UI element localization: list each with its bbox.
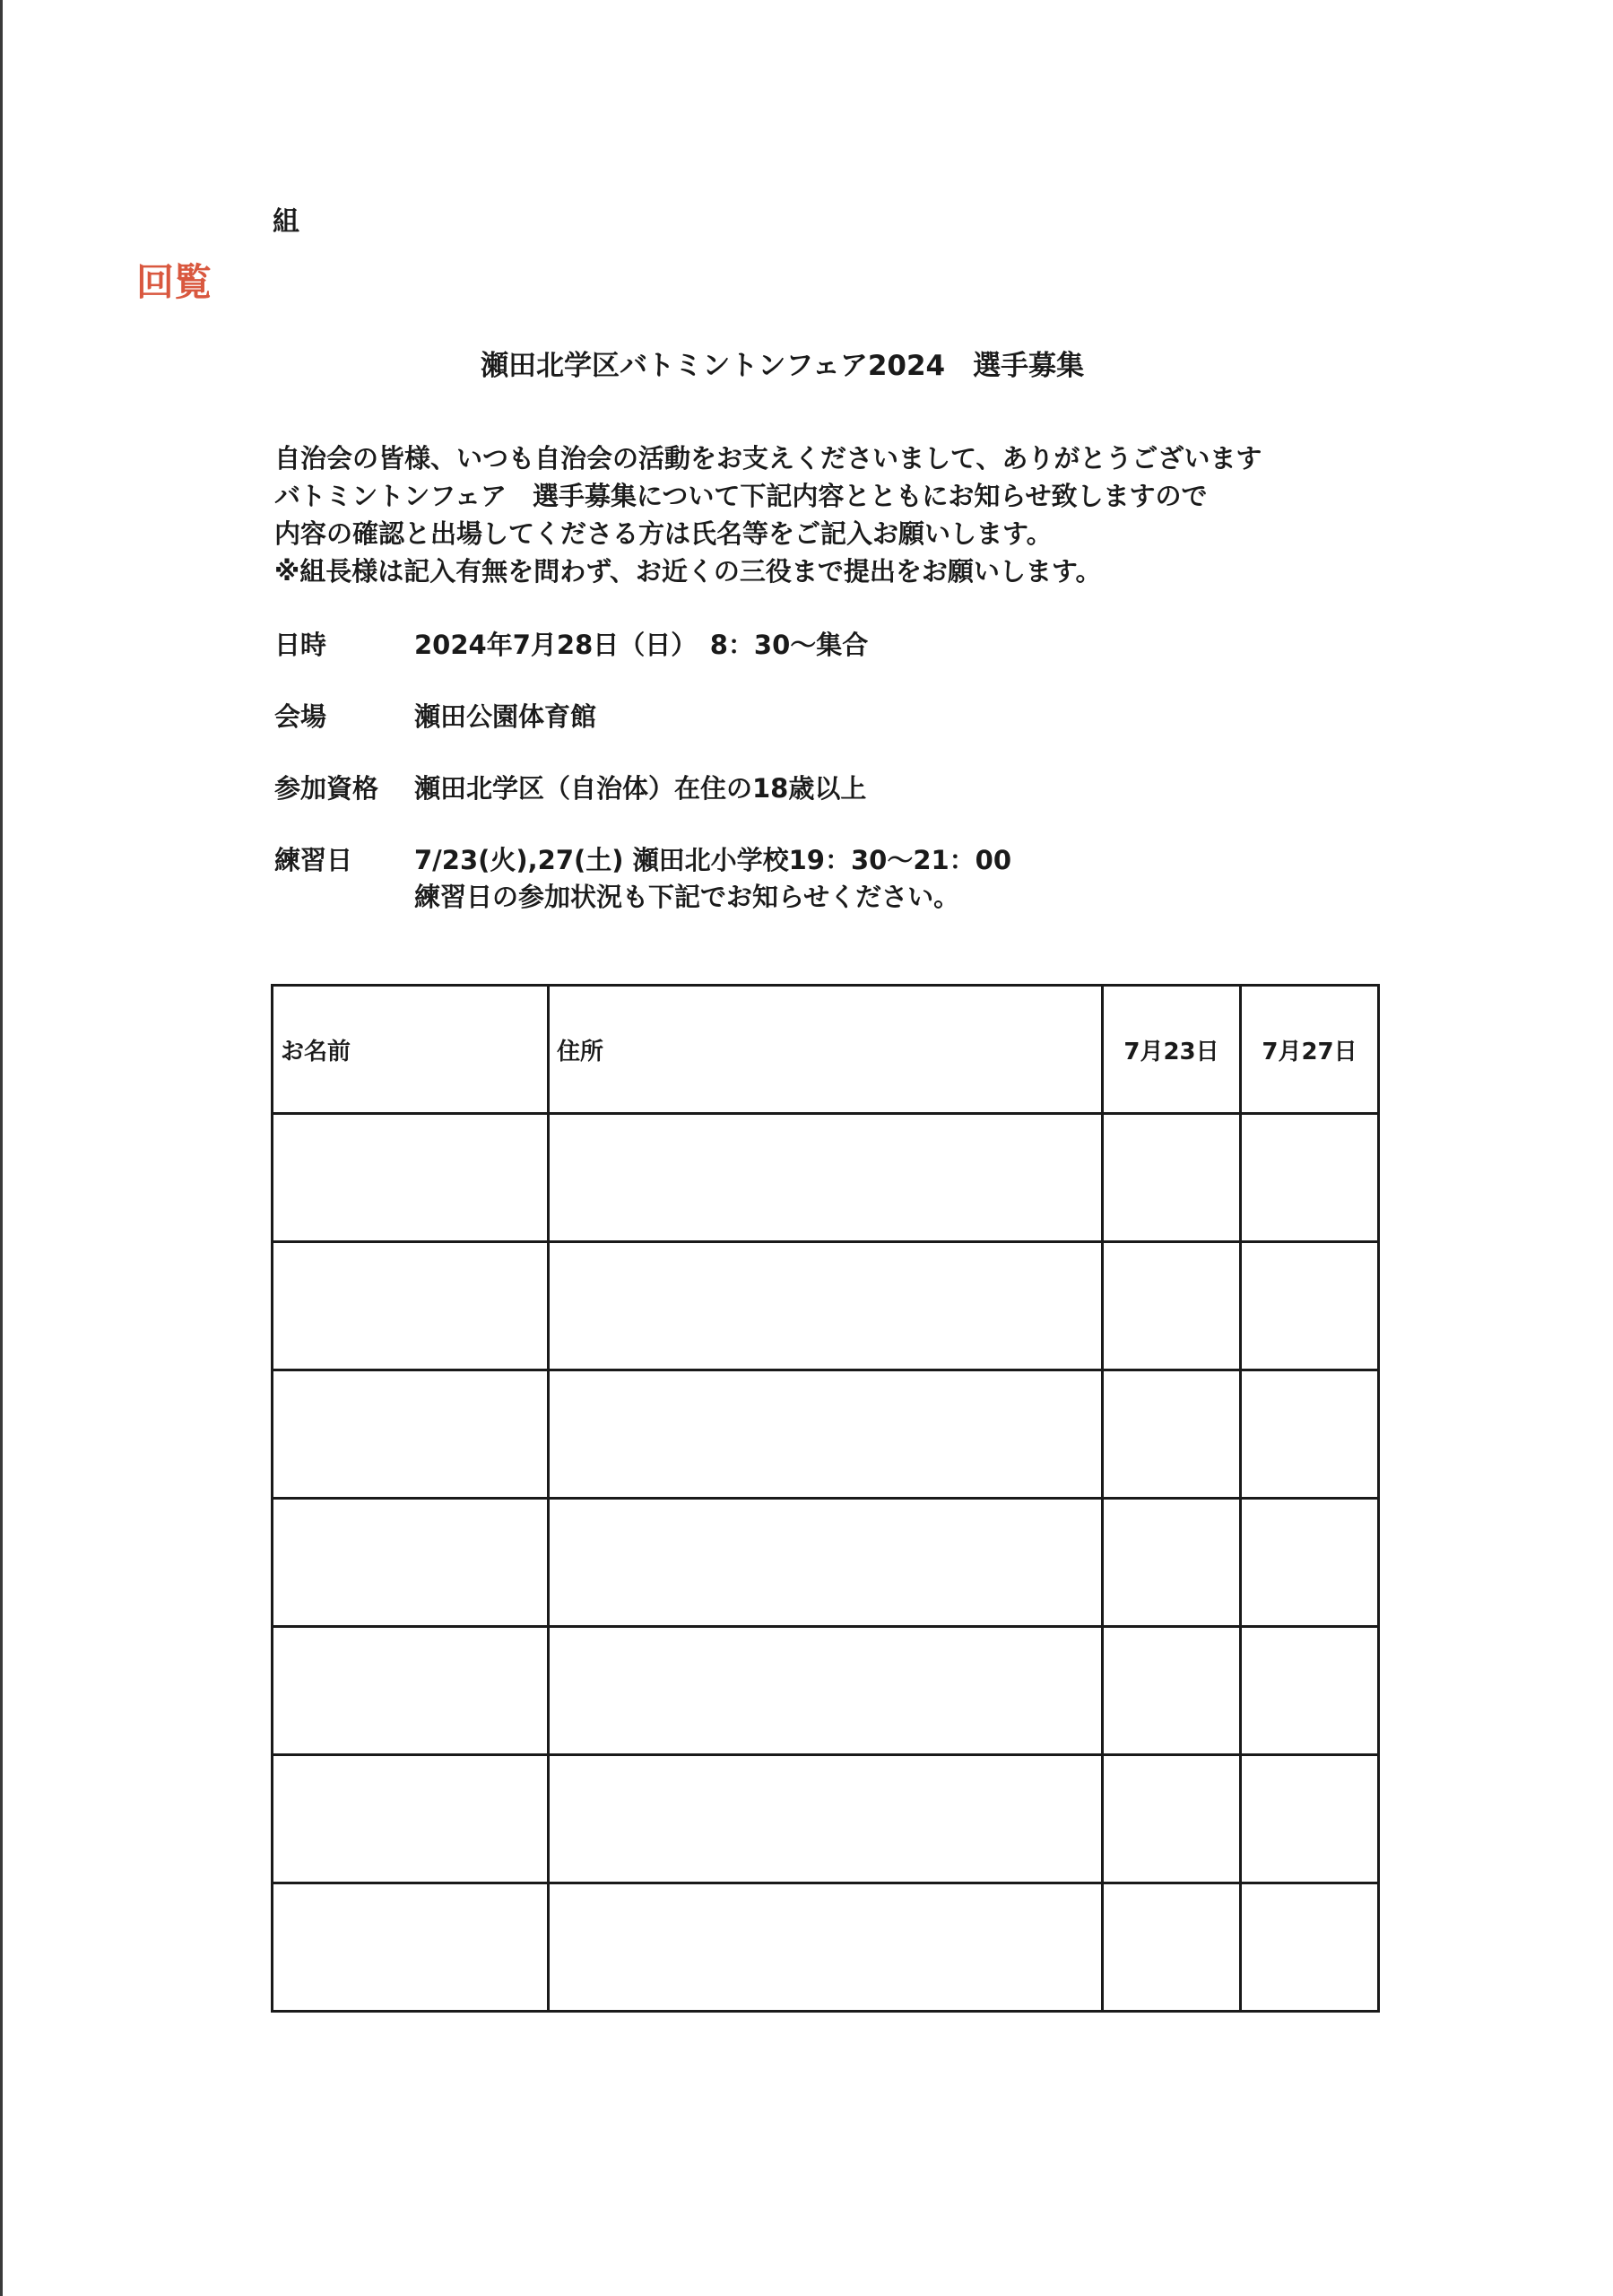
- name-cell[interactable]: [273, 1114, 549, 1242]
- document-title: 瀬田北学区バトミントンフェア2024 選手募集: [481, 350, 1085, 382]
- table-row: [273, 1499, 1379, 1627]
- table-row: [273, 1627, 1379, 1755]
- practice-0727-cell[interactable]: [1241, 1883, 1379, 2012]
- intro-line: バトミントンフェア 選手募集について下記内容とともにお知らせ致しますので: [274, 481, 1208, 511]
- column-header-address: 住所: [549, 986, 1103, 1114]
- practice-0723-cell[interactable]: [1103, 1883, 1241, 2012]
- address-cell[interactable]: [549, 1627, 1103, 1755]
- practice-label: 練習日: [274, 845, 353, 875]
- table-row: [273, 1883, 1379, 2012]
- practice-0723-cell[interactable]: [1103, 1627, 1241, 1755]
- practice-note: 練習日の参加状況も下記でお知らせください。: [414, 882, 960, 912]
- date-label: 日時: [274, 630, 327, 660]
- date-row: [274, 625, 868, 662]
- address-cell[interactable]: [549, 1499, 1103, 1627]
- practice-0727-cell[interactable]: [1241, 1370, 1379, 1499]
- venue-label: 会場: [274, 701, 327, 732]
- practice-0727-cell[interactable]: [1241, 1627, 1379, 1755]
- practice-0727-cell[interactable]: [1241, 1242, 1379, 1370]
- address-cell[interactable]: [549, 1755, 1103, 1883]
- intro-line: ※組長様は記入有無を問わず、お近くの三役まで提出をお願いします。: [274, 556, 1102, 587]
- table-row: [273, 1242, 1379, 1370]
- practice-value: 7/23(火),27(土) 瀬田北小学校19：30～21：00: [414, 845, 1012, 875]
- table-row: [273, 1755, 1379, 1883]
- intro-text: [274, 439, 1262, 590]
- address-cell[interactable]: [549, 1883, 1103, 2012]
- practice-0727-cell[interactable]: [1241, 1755, 1379, 1883]
- intro-line: 自治会の皆様、いつも自治会の活動をお支えくださいまして、ありがとうございます: [274, 443, 1262, 474]
- address-cell[interactable]: [549, 1242, 1103, 1370]
- circulation-label: 回覧: [136, 260, 212, 304]
- column-header-name: お名前: [273, 986, 549, 1114]
- page-left-edge: [0, 0, 3, 2296]
- intro-line: 内容の確認と出場してくださる方は氏名等をご記入お願いします。: [274, 518, 1053, 549]
- practice-0723-cell[interactable]: [1103, 1370, 1241, 1499]
- group-label: 組: [273, 206, 299, 238]
- practice-0723-cell[interactable]: [1103, 1114, 1241, 1242]
- practice-0727-cell[interactable]: [1241, 1499, 1379, 1627]
- address-cell[interactable]: [549, 1114, 1103, 1242]
- table-row: [273, 1114, 1379, 1242]
- date-value: 2024年7月28日（日） 8：30～集合: [414, 630, 869, 660]
- column-header-practice-0723: 7月23日: [1103, 986, 1241, 1114]
- name-cell[interactable]: [273, 1883, 549, 2012]
- name-cell[interactable]: [273, 1755, 549, 1883]
- practice-0723-cell[interactable]: [1103, 1242, 1241, 1370]
- table-row: [273, 1370, 1379, 1499]
- name-cell[interactable]: [273, 1499, 549, 1627]
- name-cell[interactable]: [273, 1242, 549, 1370]
- eligibility-label: 参加資格: [274, 773, 379, 804]
- eligibility-row: [274, 769, 866, 805]
- column-header-practice-0727: 7月27日: [1241, 986, 1379, 1114]
- venue-row: [274, 697, 596, 734]
- table-header-row: [273, 986, 1379, 1114]
- address-cell[interactable]: [549, 1370, 1103, 1499]
- practice-0723-cell[interactable]: [1103, 1499, 1241, 1627]
- venue-value: 瀬田公園体育館: [414, 701, 597, 732]
- practice-0727-cell[interactable]: [1241, 1114, 1379, 1242]
- registration-table: [271, 984, 1380, 2013]
- practice-row: [274, 840, 1011, 877]
- practice-0723-cell[interactable]: [1103, 1755, 1241, 1883]
- name-cell[interactable]: [273, 1370, 549, 1499]
- eligibility-value: 瀬田北学区（自治体）在住の18歳以上: [414, 773, 867, 804]
- name-cell[interactable]: [273, 1627, 549, 1755]
